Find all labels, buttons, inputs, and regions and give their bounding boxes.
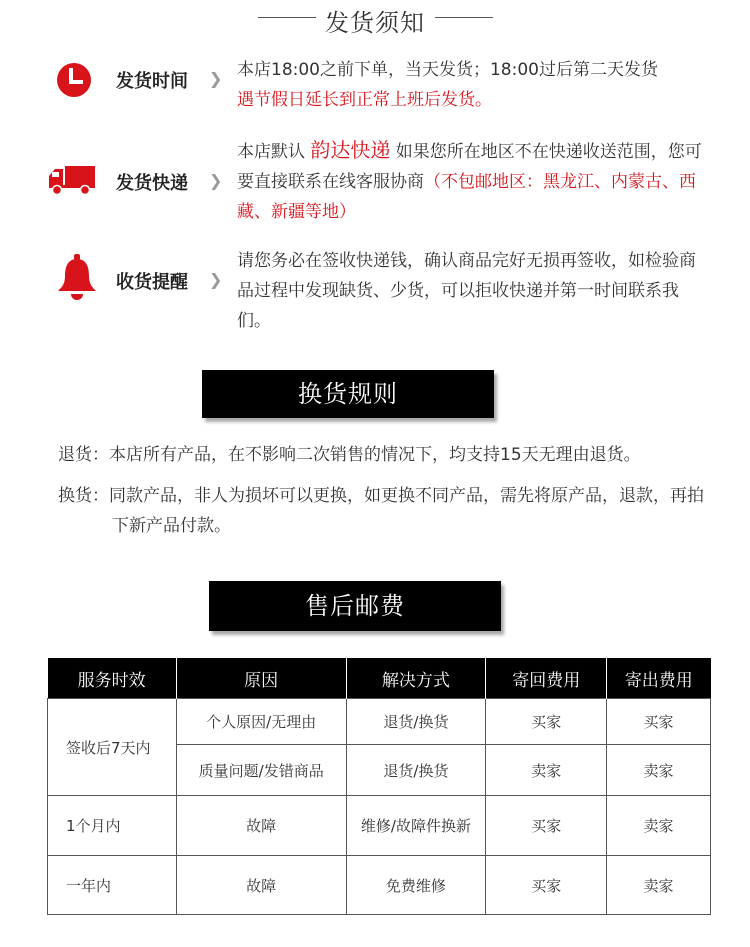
page-title: 发货须知 (325, 9, 425, 37)
table-cell: 买家 (607, 699, 711, 745)
table-cell-period: 1个月内 (48, 796, 177, 856)
exchange-rules-banner: 换货规则 (202, 370, 494, 418)
chevron-right-icon: ❯ (209, 69, 223, 88)
table-row (48, 856, 711, 915)
ship-time-line: 本店18:00之前下单，当天发货；18:00过后第二天发货 (237, 60, 658, 80)
bell-icon (57, 254, 97, 304)
exchange-text: 同款产品，非人为损坏可以更换，如更换不同产品，需先将原产品，退款，再拍下新产品付款。 (109, 486, 704, 536)
courier-brand: 韵达快递 (310, 138, 391, 162)
table-cell: 退货/换货 (346, 745, 486, 796)
return-policy (58, 440, 718, 470)
col-header: 寄回费用 (486, 658, 607, 699)
table-cell: 卖家 (607, 745, 711, 796)
courier-post: 如果您所在地区不在快递收送范围，您可要直接联系在线客服协商 (237, 142, 702, 192)
return-label: 退货： (58, 445, 109, 465)
table-cell: 故障 (176, 856, 346, 915)
table-cell: 买家 (486, 699, 607, 745)
table-cell: 故障 (176, 796, 346, 856)
aftersale-table (47, 658, 711, 915)
table-cell: 买家 (486, 796, 607, 856)
table-cell: 买家 (486, 856, 607, 915)
table-cell: 退货/换货 (346, 699, 486, 745)
table-cell: 维修/故障件换新 (346, 796, 486, 856)
row-label-courier: 发货快递 (116, 173, 188, 194)
row-label-receive-reminder: 收货提醒 (116, 272, 188, 293)
table-cell: 免费维修 (346, 856, 486, 915)
col-header: 解决方式 (346, 658, 486, 699)
table-row (48, 699, 711, 745)
table-cell: 个人原因/无理由 (176, 699, 346, 745)
courier-text (237, 135, 717, 227)
return-text: 本店所有产品，在不影响二次销售的情况下，均支持15天无理由退货。 (109, 445, 641, 465)
table-cell: 卖家 (607, 856, 711, 915)
table-cell: 质量问题/发错商品 (176, 745, 346, 796)
table-row (48, 796, 711, 856)
row-label-ship-time: 发货时间 (116, 71, 188, 92)
ship-time-text (237, 55, 717, 115)
col-header: 原因 (176, 658, 346, 699)
courier-excluded-regions: （不包邮地区：黑龙江、内蒙古、西藏、新疆等地） (237, 172, 696, 222)
table-header-row (48, 658, 711, 699)
truck-icon (47, 164, 97, 200)
chevron-right-icon: ❯ (209, 270, 223, 289)
clock-icon (56, 62, 92, 102)
exchange-label: 换货： (58, 486, 109, 506)
table-cell-period: 签收后7天内 (48, 699, 177, 796)
chevron-right-icon: ❯ (209, 171, 223, 190)
table-cell: 卖家 (607, 796, 711, 856)
col-header: 服务时效 (48, 658, 177, 699)
table-cell: 卖家 (486, 745, 607, 796)
courier-pre: 本店默认 (237, 142, 311, 162)
ship-time-holiday-note: 遇节假日延长到正常上班后发货。 (237, 90, 492, 110)
col-header: 寄出费用 (607, 658, 711, 699)
aftersale-postage-banner: 售后邮费 (209, 581, 501, 631)
table-cell-period: 一年内 (48, 856, 177, 915)
exchange-policy (58, 481, 718, 541)
receive-reminder-text: 请您务必在签收快递钱，确认商品完好无损再签收，如检验商品过程中发现缺货、少货，可以拒收快递并第一时间联系我们。 (237, 251, 696, 331)
heading-line-right (435, 17, 493, 18)
